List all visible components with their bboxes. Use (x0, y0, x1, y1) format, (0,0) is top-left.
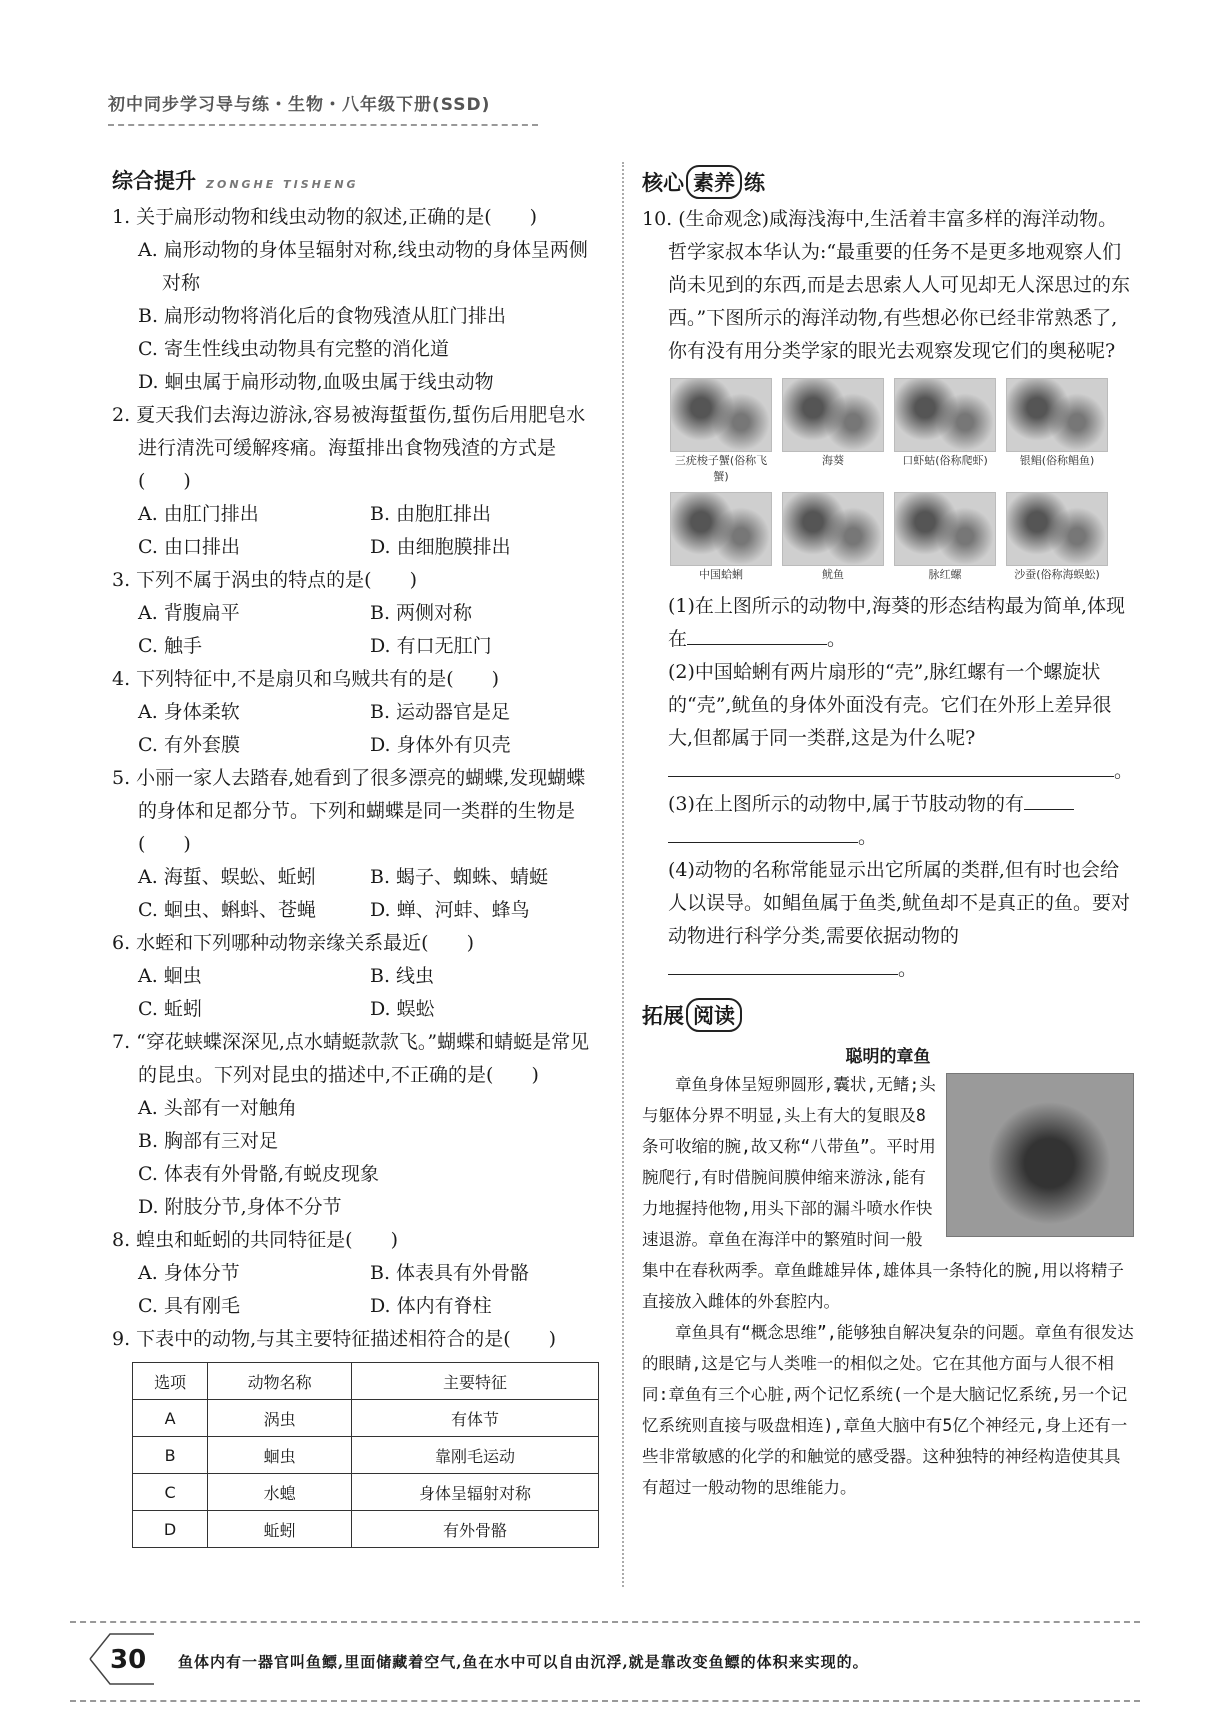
table-cell: 有外骨骼 (352, 1511, 599, 1548)
reading-title: 聪明的章鱼 (845, 1047, 931, 1067)
answer-option[interactable]: C. 触手 (138, 635, 202, 657)
table-cell: 涡虫 (208, 1400, 352, 1437)
question-stem: 6. 水蛭和下列哪种动物亲缘关系最近( ) (112, 932, 474, 954)
answer-option[interactable]: C. 蛔虫、蝌蚪、苍蝇 (138, 899, 316, 921)
table-header-cell: 动物名称 (208, 1363, 352, 1400)
answer-option[interactable]: D. 由细胞膜排出 (370, 536, 511, 558)
answer-option[interactable]: B. 胸部有三对足 (138, 1130, 279, 1152)
answer-option[interactable]: B. 运动器官是足 (370, 701, 511, 723)
octopus-image (946, 1073, 1134, 1237)
column-divider (622, 162, 624, 1587)
answer-option[interactable]: B. 两侧对称 (370, 602, 473, 624)
footer-divider-bottom (70, 1700, 1140, 1702)
option-row (112, 1290, 602, 1323)
table-cell: 靠刚毛运动 (352, 1437, 599, 1474)
answer-blank-1[interactable] (687, 644, 827, 645)
question-2 (112, 399, 602, 564)
reading-paragraph-1: 章鱼身体呈短卵圆形,囊状,无鳍;头与躯体分界不明显,头上有大的复眼及8条可收缩的腕,故又称“八带鱼”。平时用腕爬行,有时借腕间膜伸缩来游泳,能有力地握持他物,用头下部的漏斗喷水作快速退游。章鱼在海洋中的繁殖时间一般集中在春秋两季。章鱼雌雄异体,雄体具一条特化的腕,用以将精子直接放入雌体的外套腔内。 (642, 1075, 1124, 1311)
animal-pictures (670, 378, 1120, 590)
question-4 (112, 663, 602, 762)
animal-caption: 中国蛤蜊 (699, 568, 743, 581)
animal-caption: 海葵 (822, 454, 844, 467)
answer-option[interactable]: A. 背腹扁平 (138, 602, 240, 624)
header-divider (108, 124, 538, 126)
extension-reading-title: 拓展 阅读 (642, 998, 1134, 1032)
option-row (112, 597, 602, 630)
table-cell: 蚯蚓 (208, 1511, 352, 1548)
animal-picture (782, 492, 884, 582)
answer-blank-4[interactable] (668, 974, 898, 975)
question-stem: 7. “穿花蛱蝶深深见,点水蜻蜓款款飞。”蝴蝶和蜻蜓是常见的昆虫。下列对昆虫的描述中,不正确的是( ) (112, 1031, 590, 1086)
question-7 (112, 1026, 602, 1224)
reading-paragraph-2: 章鱼具有“概念思维”,能够独自解决复杂的问题。章鱼有很发达的眼睛,这是它与人类唯一的相似之处。它在其他方面与人很不相同:章鱼有三个心脏,两个记忆系统(一个是大脑记忆系统,另一个记忆系统则直接与吸盘相连),章鱼大脑中有5亿个神经元,身上还有一些非常敏感的化学的和触觉的感受器。这种独特的神经构造使其具有超过一般动物的思维能力。 (642, 1323, 1134, 1497)
answer-blank-3b[interactable] (668, 842, 858, 843)
animal-picture (670, 492, 772, 582)
question-stem: 3. 下列不属于涡虫的特点的是( ) (112, 569, 417, 591)
table-cell: 蛔虫 (208, 1437, 352, 1474)
animal-picture (670, 378, 772, 484)
table-header-cell: 选项 (133, 1363, 208, 1400)
reading-text (642, 1069, 1134, 1503)
animal-picture (1006, 378, 1108, 484)
page-header: 初中同步学习导与练・生物・八年级下册(SSD) (108, 95, 491, 115)
question-stem: 2. 夏天我们去海边游泳,容易被海蜇蜇伤,蜇伤后用肥皂水进行清洗可缓解疼痛。海蜇排出食物残渣的方式是( ) (112, 404, 586, 492)
answer-option[interactable]: B. 体表具有外骨骼 (370, 1262, 530, 1284)
animal-caption: 鱿鱼 (822, 568, 844, 581)
question-8 (112, 1224, 602, 1323)
animal-photo (1006, 492, 1108, 566)
section-title-left: 综合提升 ZONGHE TISHENG (112, 169, 359, 193)
answer-option[interactable]: A. 由肛门排出 (138, 503, 259, 525)
animal-picture (1006, 492, 1108, 582)
sub-question-1: (1)在上图所示的动物中,海葵的形态结构最为简单,体现在 。 (668, 595, 1125, 650)
answer-option[interactable]: C. 具有刚毛 (138, 1295, 240, 1317)
animal-photo (894, 492, 996, 566)
answer-option[interactable]: A. 海蜇、蜈蚣、蚯蚓 (138, 866, 316, 888)
option-row (112, 630, 602, 663)
right-column (642, 165, 1134, 1503)
answer-option[interactable]: C. 有外套膜 (138, 734, 240, 756)
section-subtitle: ZONGHE TISHENG (206, 178, 359, 191)
answer-option[interactable]: C. 由口排出 (138, 536, 240, 558)
table-row (133, 1400, 599, 1437)
section-title-right: 核心 素养 练 (642, 165, 1134, 199)
animal-photo (670, 378, 772, 452)
answer-option[interactable]: A. 蛔虫 (138, 965, 202, 987)
question-1 (112, 201, 602, 399)
answer-table (132, 1362, 599, 1548)
table-row (133, 1437, 599, 1474)
question-stem: 8. 蝗虫和蚯蚓的共同特征是( ) (112, 1229, 398, 1251)
table-cell: C (133, 1474, 208, 1511)
question-10 (642, 203, 1134, 368)
answer-option[interactable]: A. 扁形动物的身体呈辐射对称,线虫动物的身体呈两侧对称 (138, 239, 588, 294)
answer-option[interactable]: B. 蝎子、蜘蛛、蜻蜓 (370, 866, 549, 888)
table-cell: 水螅 (208, 1474, 352, 1511)
animal-picture (782, 378, 884, 484)
sub-question-4: (4)动物的名称常能显示出它所属的类群,但有时也会给人以误导。如鲳鱼属于鱼类,鱿鱼却不是真正的鱼。要对动物进行科学分类,需要依据动物的 。 (668, 859, 1131, 980)
option-row (112, 531, 602, 564)
option-row (112, 729, 602, 762)
answer-option[interactable]: D. 体内有脊柱 (370, 1295, 492, 1317)
option-row (112, 894, 602, 927)
animal-photo (670, 492, 772, 566)
question-6 (112, 927, 602, 1026)
option-row (112, 960, 602, 993)
answer-option[interactable]: D. 蜈蚣 (370, 998, 435, 1020)
answer-blank-3a[interactable] (1024, 809, 1074, 810)
answer-option[interactable]: C. 寄生性线虫动物具有完整的消化道 (138, 338, 449, 360)
option-row (112, 696, 602, 729)
table-header-row (133, 1363, 599, 1400)
animal-picture (894, 378, 996, 484)
answer-option[interactable]: D. 有口无肛门 (370, 635, 492, 657)
answer-blank-2[interactable] (668, 776, 1114, 777)
option-row (112, 861, 602, 894)
answer-option[interactable]: A. 身体分节 (138, 1262, 240, 1284)
animal-caption: 三疣梭子蟹(俗称飞蟹) (674, 454, 768, 483)
animal-caption: 口虾蛄(俗称爬虾) (902, 454, 988, 467)
table-cell: 有体节 (352, 1400, 599, 1437)
answer-option[interactable]: C. 蚯蚓 (138, 998, 202, 1020)
animal-caption: 银鲳(俗称鲳鱼) (1019, 454, 1095, 467)
left-column (112, 165, 602, 1548)
animal-photo (894, 378, 996, 452)
page-number: 30 (110, 1645, 147, 1675)
table-cell: 身体呈辐射对称 (352, 1474, 599, 1511)
question-stem: 1. 关于扁形动物和线虫动物的叙述,正确的是( ) (112, 206, 538, 228)
table-header-cell: 主要特征 (352, 1363, 599, 1400)
sub-question-2: (2)中国蛤蜊有两片扇形的“壳”,脉红螺有一个螺旋状的“壳”,鱿鱼的身体外面没有壳。它们在外形上差异很大,但都属于同一类群,这是为什么呢? 。 (668, 661, 1134, 782)
question-stem: 5. 小丽一家人去踏春,她看到了很多漂亮的蝴蝶,发现蝴蝶的身体和足都分节。下列和蝴蝶是同一类群的生物是( ) (112, 767, 586, 855)
question-stem: 4. 下列特征中,不是扇贝和乌贼共有的是( ) (112, 668, 500, 690)
question-3 (112, 564, 602, 663)
animal-photo (782, 378, 884, 452)
animal-photo (1006, 378, 1108, 452)
answer-option[interactable]: D. 蝉、河蚌、蜂鸟 (370, 899, 530, 921)
footer-divider-top (70, 1621, 1140, 1623)
answer-option[interactable]: D. 身体外有贝壳 (370, 734, 511, 756)
table-row (133, 1511, 599, 1548)
animal-caption: 脉红螺 (928, 568, 962, 581)
animal-caption: 沙蚕(俗称海蜈蚣) (1014, 568, 1100, 581)
option-row (112, 498, 602, 531)
answer-option[interactable]: C. 体表有外骨骼,有蜕皮现象 (138, 1163, 379, 1185)
answer-option[interactable]: A. 头部有一对触角 (138, 1097, 297, 1119)
animal-picture (894, 492, 996, 582)
answer-option[interactable]: D. 蛔虫属于扁形动物,血吸虫属于线虫动物 (138, 371, 494, 393)
question-10-stem: 10. (生命观念)咸海浅海中,生活着丰富多样的海洋动物。哲学家叔本华认为:“最重要的任务不是更多地观察人们尚未见到的东西,而是去思索人人可见却无人深思过的东西。”下图所示的海洋动物,有些想必你已经非常熟悉了,你有没有用分类学家的眼光去观察发现它们的奥秘呢? (642, 208, 1131, 362)
question-9 (112, 1323, 602, 1356)
table-cell: A (133, 1400, 208, 1437)
answer-option[interactable]: A. 身体柔软 (138, 701, 240, 723)
answer-option[interactable]: D. 附肢分节,身体不分节 (138, 1196, 342, 1218)
question-5 (112, 762, 602, 927)
option-row (112, 1257, 602, 1290)
answer-option[interactable]: B. 线虫 (370, 965, 435, 987)
question-stem: 9. 下表中的动物,与其主要特征描述相符合的是( ) (112, 1328, 557, 1350)
animal-photo (782, 492, 884, 566)
footer-note: 鱼体内有一器官叫鱼鳔,里面储藏着空气,鱼在水中可以自由沉浮,就是靠改变鱼鳔的体积来实现的。 (178, 1653, 869, 1671)
answer-option[interactable]: B. 扁形动物将消化后的食物残渣从肛门排出 (138, 305, 507, 327)
option-row (112, 993, 602, 1026)
question-list (112, 201, 602, 1356)
sub-question-3: (3)在上图所示的动物中,属于节肢动物的有 。 (642, 788, 1134, 854)
table-cell: D (133, 1511, 208, 1548)
answer-option[interactable]: B. 由胞肛排出 (370, 503, 492, 525)
table-row (133, 1474, 599, 1511)
table-cell: B (133, 1437, 208, 1474)
